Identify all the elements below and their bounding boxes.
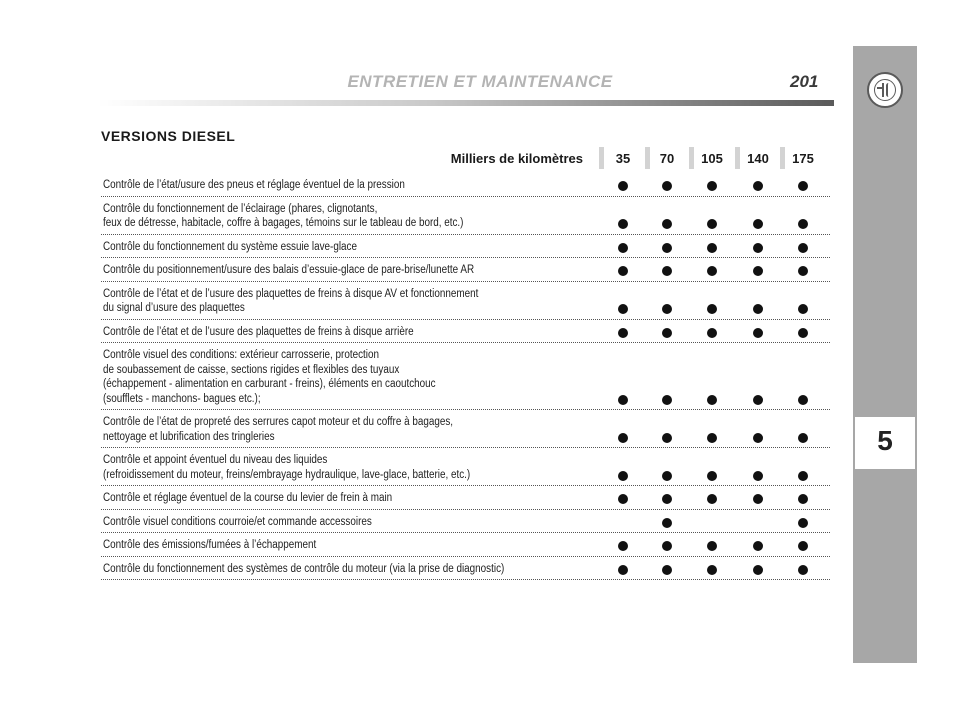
maintenance-check-dot bbox=[753, 494, 763, 504]
maintenance-check-dot bbox=[662, 494, 672, 504]
column-separator bbox=[645, 147, 650, 169]
maintenance-check-dot bbox=[798, 471, 808, 481]
section-title: VERSIONS DIESEL bbox=[101, 128, 236, 144]
maintenance-check-dot bbox=[707, 541, 717, 551]
maintenance-check-dot bbox=[618, 395, 628, 405]
badge-serpent bbox=[886, 83, 891, 97]
column-separator bbox=[780, 147, 785, 169]
maintenance-check-dot bbox=[798, 494, 808, 504]
maintenance-check-dot bbox=[662, 304, 672, 314]
maintenance-check-dot bbox=[662, 266, 672, 276]
maintenance-check-dot bbox=[753, 395, 763, 405]
maintenance-check-dot bbox=[753, 328, 763, 338]
maintenance-check-dot bbox=[618, 433, 628, 443]
maintenance-check-dot bbox=[753, 304, 763, 314]
maintenance-check-dot bbox=[707, 328, 717, 338]
maintenance-check-dot bbox=[798, 541, 808, 551]
maintenance-check-dot bbox=[618, 181, 628, 191]
table-row-text: Contrôle du fonctionnement des systèmes de contrôle du moteur (via la prise de diagnostic) bbox=[103, 562, 505, 575]
table-row-text: Contrôle de l’état/usure des pneus et réglage éventuel de la pression bbox=[103, 179, 405, 191]
column-header: 175 bbox=[792, 151, 814, 166]
maintenance-check-dot bbox=[798, 219, 808, 229]
alfa-romeo-badge-icon bbox=[867, 72, 903, 108]
badge-inner-ring bbox=[874, 79, 896, 101]
row-divider bbox=[101, 409, 830, 410]
header-divider bbox=[98, 100, 834, 106]
maintenance-check-dot bbox=[618, 243, 628, 253]
maintenance-check-dot bbox=[753, 181, 763, 191]
maintenance-check-dot bbox=[618, 565, 628, 575]
maintenance-check-dot bbox=[707, 494, 717, 504]
table-row-text: Contrôle et réglage éventuel de la course du levier de frein à main bbox=[103, 492, 393, 504]
column-header: 70 bbox=[659, 151, 675, 166]
maintenance-check-dot bbox=[798, 243, 808, 253]
row-divider bbox=[101, 447, 830, 448]
maintenance-check-dot bbox=[798, 395, 808, 405]
maintenance-check-dot bbox=[707, 395, 717, 405]
column-header: 35 bbox=[615, 151, 631, 166]
maintenance-check-dot bbox=[753, 565, 763, 575]
maintenance-check-dot bbox=[662, 181, 672, 191]
maintenance-check-dot bbox=[707, 471, 717, 481]
column-header: 105 bbox=[701, 151, 723, 166]
row-divider bbox=[101, 485, 830, 486]
maintenance-check-dot bbox=[753, 541, 763, 551]
maintenance-check-dot bbox=[707, 433, 717, 443]
maintenance-check-dot bbox=[662, 471, 672, 481]
row-divider bbox=[101, 319, 830, 320]
table-row-text: Contrôle visuel conditions courroie/et commande accessoires bbox=[103, 515, 372, 528]
maintenance-check-dot bbox=[662, 328, 672, 338]
page-number: 201 bbox=[790, 72, 819, 91]
maintenance-check-dot bbox=[662, 219, 672, 229]
table-row-text: Contrôle de l’état de propreté des serrures capot moteur et du coffre à bagages, nettoyage et lubrification des tringleries bbox=[103, 416, 454, 443]
chapter-side-band bbox=[853, 46, 917, 663]
row-divider bbox=[101, 234, 830, 235]
column-header: 140 bbox=[747, 151, 769, 166]
maintenance-check-dot bbox=[618, 471, 628, 481]
maintenance-check-dot bbox=[798, 433, 808, 443]
maintenance-check-dot bbox=[662, 433, 672, 443]
table-row-text: Contrôle du positionnement/usure des balais d’essuie-glace de pare-brise/lunette AR bbox=[103, 264, 475, 276]
maintenance-check-dot bbox=[618, 328, 628, 338]
maintenance-check-dot bbox=[798, 304, 808, 314]
maintenance-check-dot bbox=[707, 266, 717, 276]
row-divider bbox=[101, 532, 830, 533]
maintenance-check-dot bbox=[662, 518, 672, 528]
column-separator bbox=[735, 147, 740, 169]
maintenance-check-dot bbox=[798, 266, 808, 276]
maintenance-check-dot bbox=[707, 304, 717, 314]
maintenance-check-dot bbox=[662, 541, 672, 551]
maintenance-check-dot bbox=[618, 266, 628, 276]
table-row-text: Contrôle de l’état et de l’usure des plaquettes de freins à disque AV et fonctionnement du signal d’usure des plaquettes bbox=[103, 287, 479, 314]
maintenance-check-dot bbox=[753, 219, 763, 229]
maintenance-check-dot bbox=[798, 518, 808, 528]
badge-cross bbox=[882, 83, 884, 97]
maintenance-check-dot bbox=[618, 304, 628, 314]
maintenance-check-dot bbox=[707, 219, 717, 229]
column-separator bbox=[599, 147, 604, 169]
maintenance-check-dot bbox=[753, 266, 763, 276]
maintenance-check-dot bbox=[707, 243, 717, 253]
table-row-text: Contrôle et appoint éventuel du niveau des liquides (refroidissement du moteur, freins/embrayage hydraulique, lave-glace, batterie, etc.) bbox=[103, 454, 471, 481]
page-header-title: ENTRETIEN ET MAINTENANCE bbox=[347, 72, 613, 91]
table-row-text: Contrôle du fonctionnement de l’éclairage (phares, clignotants, feux de détresse, habitacle, coffre à bagages, témoins sur le tableau de bord, etc.) bbox=[103, 202, 464, 229]
maintenance-check-dot bbox=[753, 471, 763, 481]
maintenance-check-dot bbox=[618, 541, 628, 551]
badge-cross-bar bbox=[877, 87, 883, 89]
maintenance-check-dot bbox=[618, 494, 628, 504]
maintenance-check-dot bbox=[662, 395, 672, 405]
table-row-text: Contrôle de l’état et de l’usure des plaquettes de freins à disque arrière bbox=[103, 325, 414, 338]
row-divider bbox=[101, 509, 830, 510]
row-divider bbox=[101, 196, 830, 197]
table-row-text: Contrôle des émissions/fumées à l’échappement bbox=[103, 539, 317, 551]
mileage-header-label: Milliers de kilomètres bbox=[450, 151, 583, 166]
table-row-text: Contrôle visuel des conditions: extérieur carrosserie, protection de soubassement de caisse, sections rigides et flexibles des tuyaux (échappement - alimentation en carburant - freins), éléments en caoutchouc (soufflets - manchons- bagues etc.); bbox=[103, 349, 436, 405]
maintenance-check-dot bbox=[753, 433, 763, 443]
maintenance-check-dot bbox=[753, 243, 763, 253]
maintenance-check-dot bbox=[798, 565, 808, 575]
row-divider bbox=[101, 579, 830, 580]
maintenance-check-dot bbox=[662, 565, 672, 575]
maintenance-check-dot bbox=[707, 181, 717, 191]
maintenance-check-dot bbox=[798, 328, 808, 338]
row-divider bbox=[101, 342, 830, 343]
maintenance-check-dot bbox=[662, 243, 672, 253]
maintenance-check-dot bbox=[618, 219, 628, 229]
maintenance-check-dot bbox=[707, 565, 717, 575]
column-separator bbox=[689, 147, 694, 169]
row-divider bbox=[101, 281, 830, 282]
row-divider bbox=[101, 257, 830, 258]
row-divider bbox=[101, 556, 830, 557]
table-row-text: Contrôle du fonctionnement du système essuie lave-glace bbox=[103, 240, 357, 253]
maintenance-check-dot bbox=[798, 181, 808, 191]
chapter-number: 5 bbox=[877, 425, 893, 456]
